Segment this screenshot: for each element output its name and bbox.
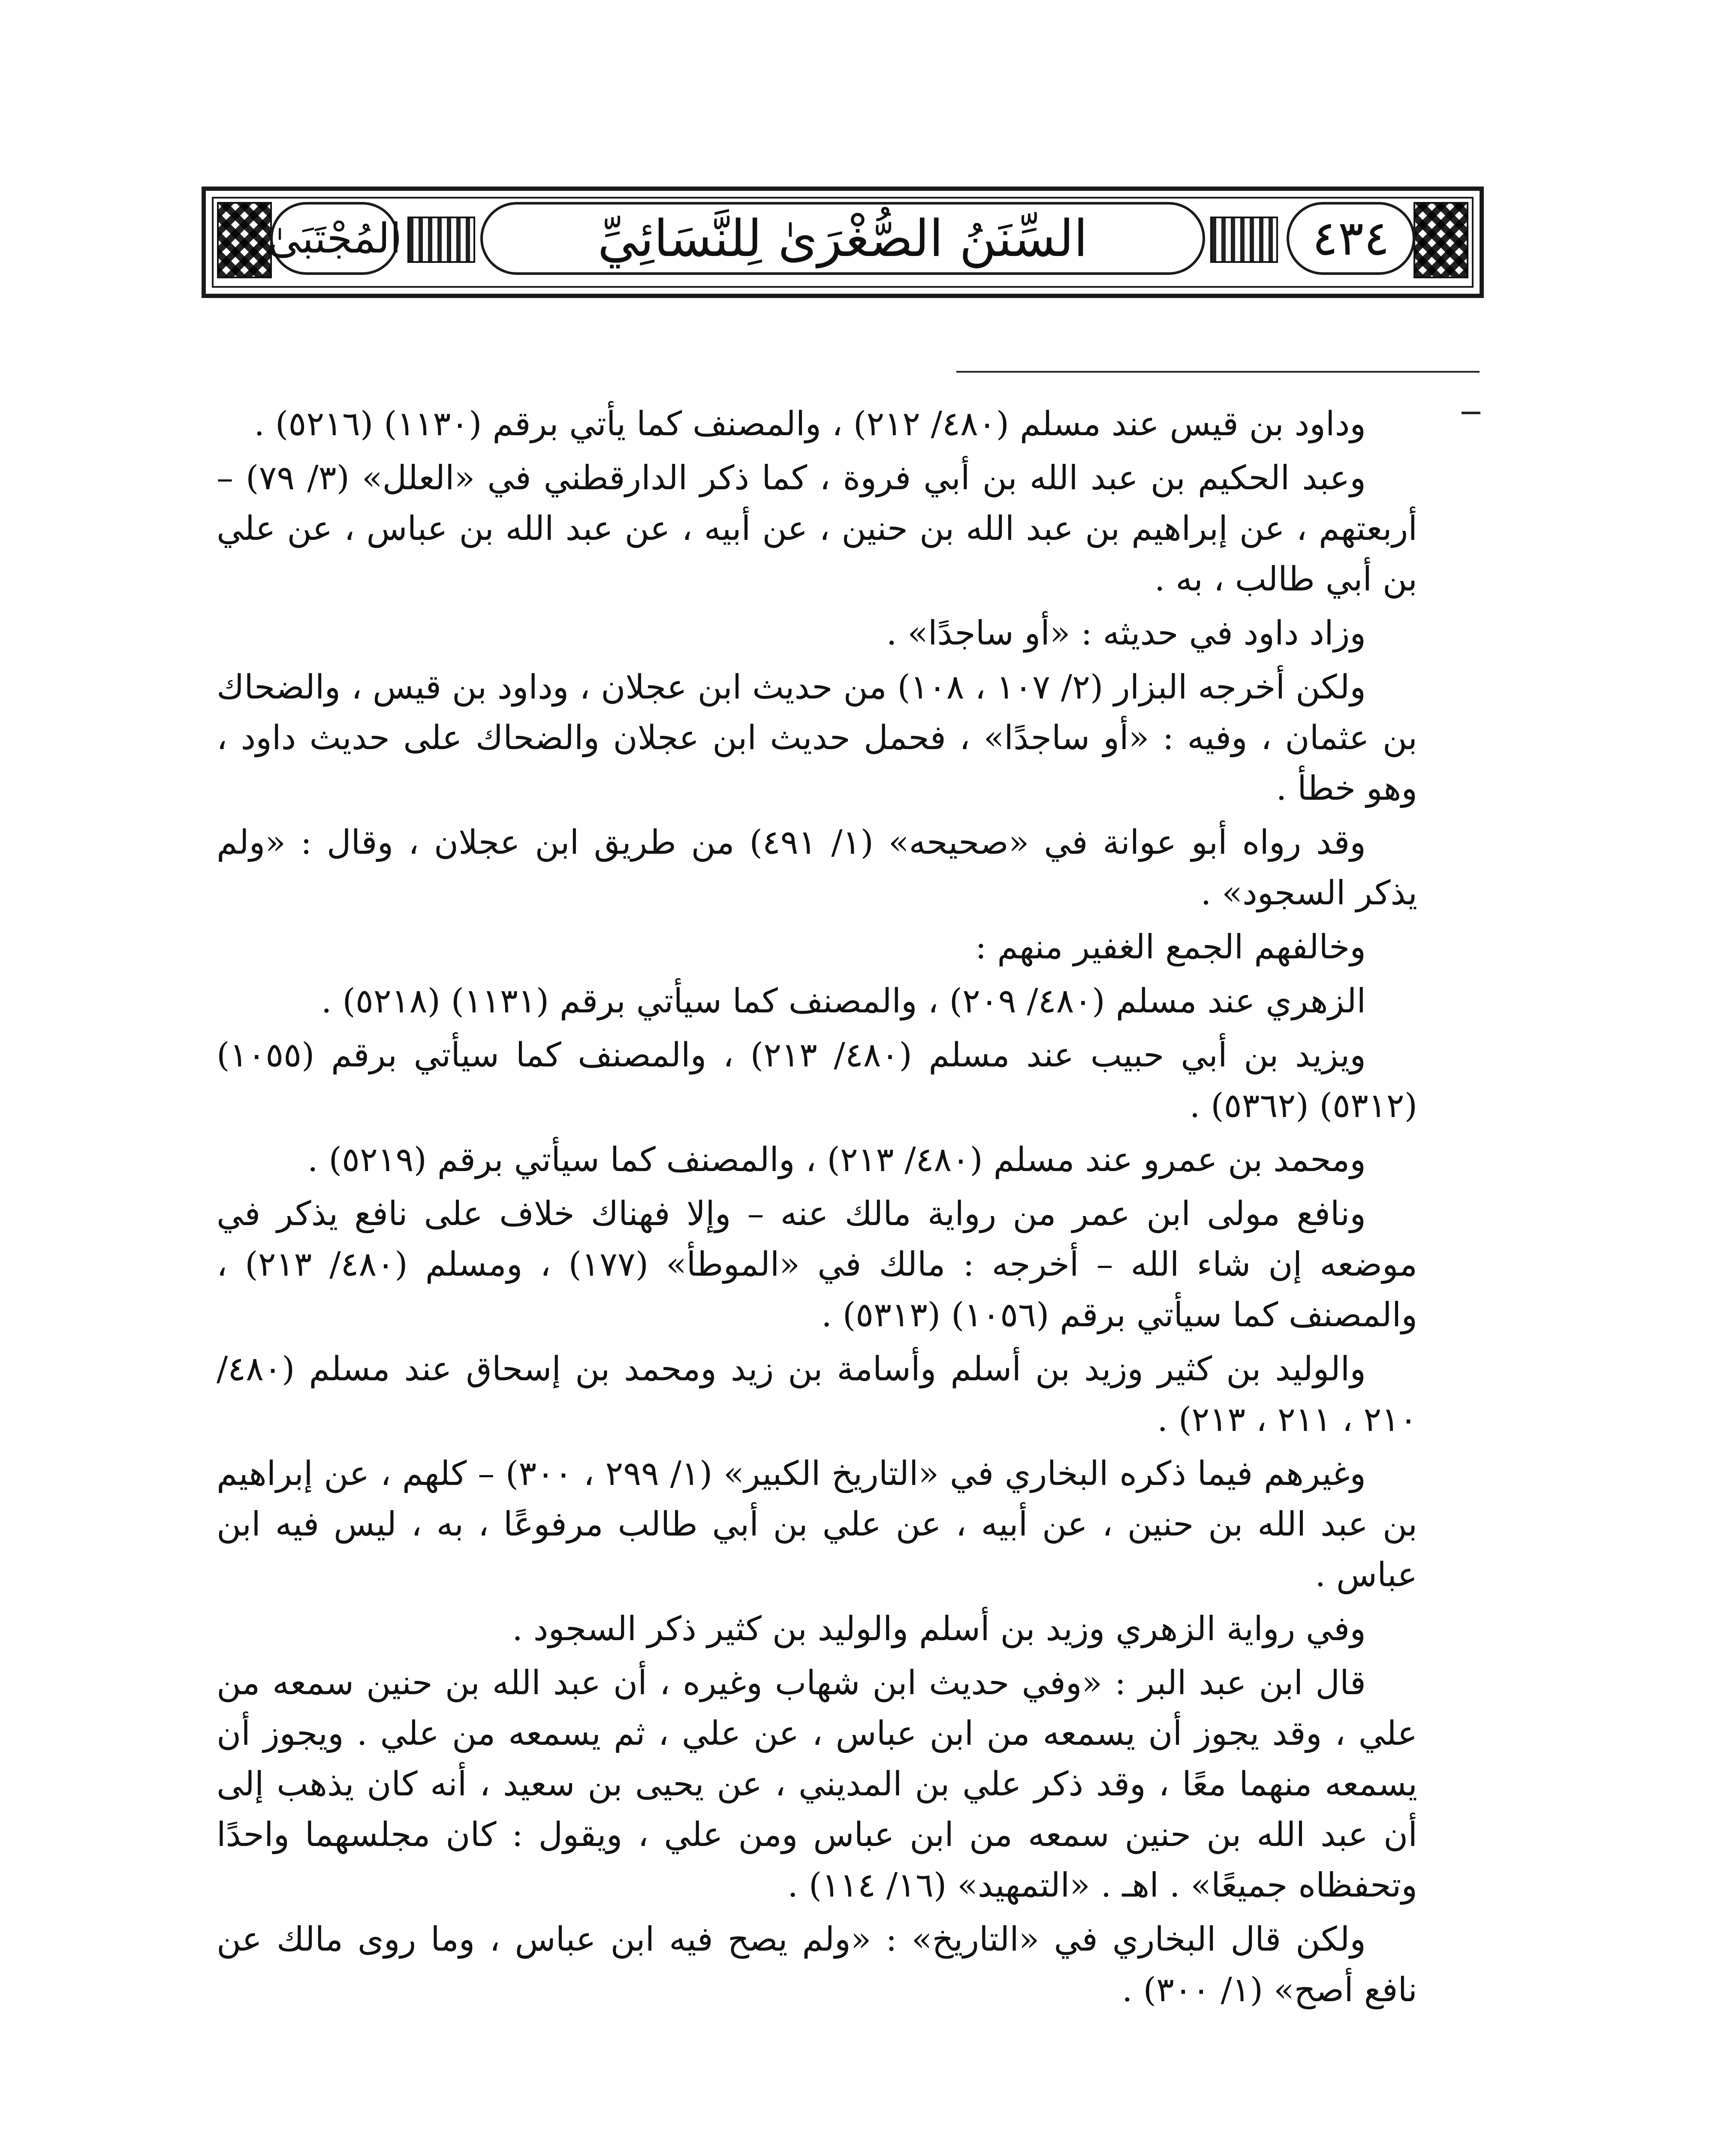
- paragraph: ولكن أخرجه البزار (٢/ ١٠٧ ، ١٠٨) من حديث ابن عجلان ، وداود بن قيس ، والضحاك بن عثمان ، وفيه : «أو ساجدًا» ، فحمل حديث ابن عجلان والضحاك على حديث داود ، وهو خطأ .: [217, 668, 1417, 808]
- paragraph: ويزيد بن أبي حبيب عند مسلم (٤٨٠/ ٢١٣) ، والمصنف كما سيأتي برقم (١٠٥٥) (٥٣١٢) (٥٣٦٢) .: [217, 1036, 1417, 1125]
- book-title: السِّنَنُ الصُّغْرَىٰ لِلنَّسَائِيِّ: [597, 209, 1088, 268]
- paragraph: الزهري عند مسلم (٤٨٠/ ٢٠٩) ، والمصنف كما سيأتي برقم (١١٣١) (٥٢١٨) .: [321, 982, 1366, 1021]
- page-header: [202, 187, 1484, 298]
- paragraph: وقد رواه أبو عوانة في «صحيحه» (١/ ٤٩١) من طريق ابن عجلان ، وقال : «ولم يذكر السجود» .: [217, 823, 1417, 912]
- margin-mark: [1462, 412, 1480, 414]
- paragraph: وفي رواية الزهري وزيد بن أسلم والوليد بن كثير ذكر السجود .: [512, 1610, 1366, 1648]
- title-cartouche: [480, 202, 1205, 275]
- footnote-text: [217, 399, 1417, 2019]
- ornament-band-right: [1210, 217, 1278, 263]
- paragraph: وغيرهم فيما ذكره البخاري في «التاريخ الكبير» (١/ ٢٩٩ ، ٣٠٠) – كلهم ، عن إبراهيم بن عبد الله بن حنين ، عن أبيه ، عن علي بن أبي طالب مرفوعًا ، به ، ليس فيه ابن عباس .: [217, 1454, 1417, 1594]
- ornament-right-icon: [1414, 202, 1468, 278]
- page-number: ٤٣٤: [1312, 211, 1390, 266]
- paragraph: وزاد داود في حديثه : «أو ساجدًا» .: [886, 614, 1366, 653]
- page-number-cartouche: [1287, 202, 1415, 275]
- paragraph: وعبد الحكيم بن عبد الله بن أبي فروة ، كما ذكر الدارقطني في «العلل» (٣/ ٧٩) – أربعتهم ، عن إبراهيم بن عبد الله بن حنين ، عن أبيه ، عن عبد الله بن عباس ، عن علي بن أبي طالب ، به .: [217, 459, 1417, 599]
- book-subtitle: المُجْتَبَىٰ: [268, 214, 401, 262]
- paragraph: وخالفهم الجمع الغفير منهم :: [975, 928, 1366, 967]
- footnote-separator: [956, 371, 1480, 373]
- paragraph: وداود بن قيس عند مسلم (٤٨٠/ ٢١٢) ، والمصنف كما يأتي برقم (١١٣٠) (٥٢١٦) .: [254, 405, 1366, 443]
- ornament-band-left: [407, 217, 475, 263]
- ornament-left-icon: [217, 202, 272, 278]
- paragraph: ونافع مولى ابن عمر من رواية مالك عنه – وإلا فهناك خلاف على نافع يذكر في موضعه إن شاء الله – أخرجه : مالك في «الموطأ» (١٧٧) ، ومسلم (٤٨٠/ ٢١٣) ، والمصنف كما سيأتي برقم (١٠٥٦) (٥٣١٣) .: [217, 1195, 1418, 1334]
- subtitle-cartouche: [270, 202, 399, 275]
- paragraph: ولكن قال البخاري في «التاريخ» : «ولم يصح فيه ابن عباس ، وما روى مالك عن نافع أصح» (١/ ٣٠٠) .: [217, 1920, 1417, 2009]
- paragraph: ومحمد بن عمرو عند مسلم (٤٨٠/ ٢١٣) ، والمصنف كما سيأتي برقم (٥٢١٩) .: [307, 1141, 1366, 1179]
- paragraph: والوليد بن كثير وزيد بن أسلم وأسامة بن زيد ومحمد بن إسحاق عند مسلم (٤٨٠/ ٢١٠ ، ٢١١ ، ٢١٣) .: [217, 1350, 1417, 1439]
- paragraph: قال ابن عبد البر : «وفي حديث ابن شهاب وغيره ، أن عبد الله بن حنين سمعه من علي ، وقد يجوز أن يسمعه من ابن عباس ، عن علي ، ثم يسمعه من علي . ويجوز أن يسمعه منهما معًا ، وقد ذكر علي بن المديني ، عن يحيى بن سعيد ، أنه كان يذهب إلى أن عبد الله بن حنين سمعه من ابن عباس ومن علي ، ويقول : كان مجلسهما واحدًا وتحفظاه جميعًا» . اهـ . «التمهيد» (١٦/ ١١٤) .: [217, 1664, 1417, 1905]
